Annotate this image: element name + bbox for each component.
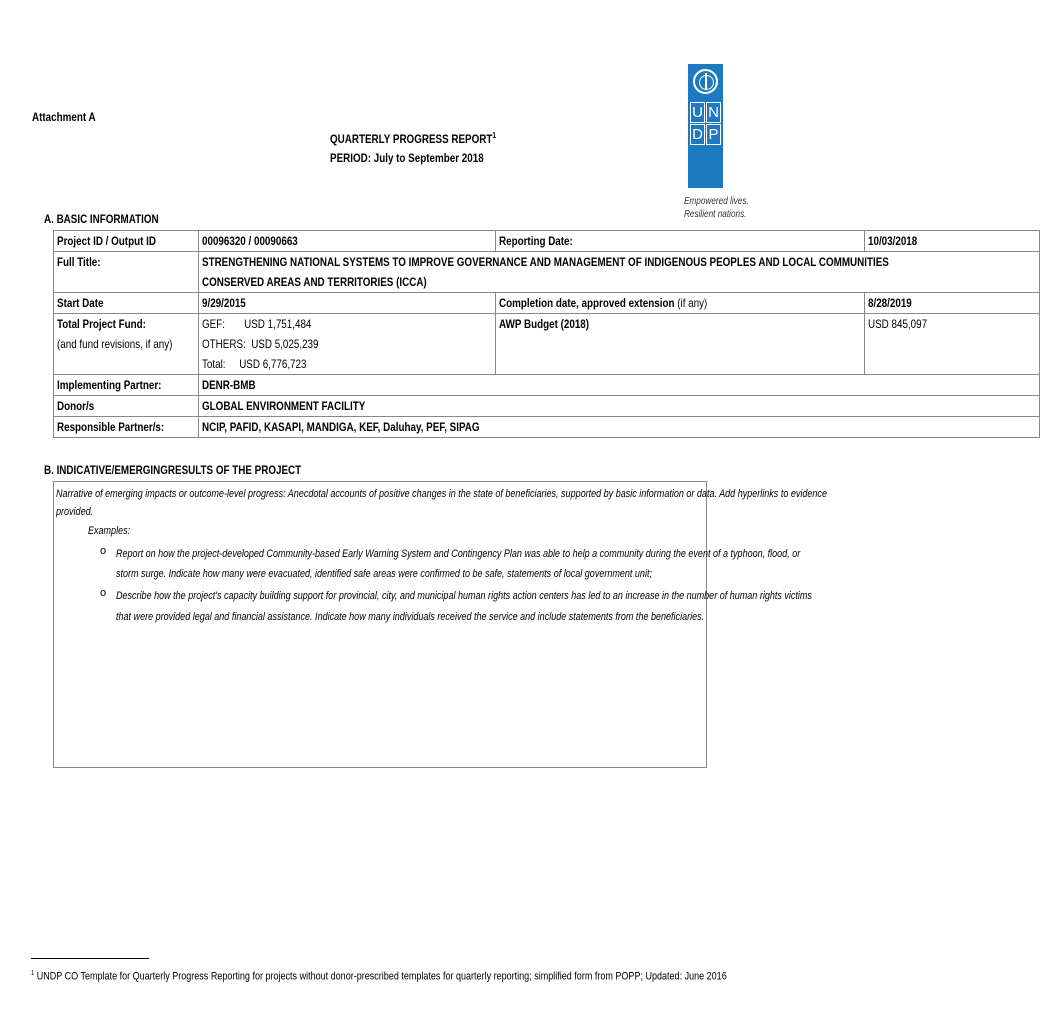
narrative-intro: Narrative of emerging impacts or outcome-level progress: Anecdotal accounts of positive changes in the state of beneficiaries, supported by basic information or data. Add hyperlinks to evidence provided. — [56, 488, 827, 518]
example-bullet-2: Describe how the project's capacity building support for provincial, city, and municipal human rights action centers has led to an increase in the number of human rights victims that were provided legal and financial assistance. Indicate how many individuals received the service and include statements from the beneficiaries. — [116, 590, 812, 623]
basic-information-table — [53, 230, 1040, 438]
table-row — [54, 396, 1040, 417]
section-a-heading: A. BASIC INFORMATION — [44, 212, 159, 226]
completion-date-label: Completion date, approved extension (if any) — [495, 293, 864, 314]
report-title: QUARTERLY PROGRESS REPORT$^1$ — [330, 131, 497, 146]
awp-budget-label: AWP Budget (2018) — [495, 314, 864, 375]
reporting-date-label: Reporting Date: — [495, 231, 864, 252]
total-fund-value: GEF: USD 1,751,484 OTHERS: USD 5,025,239 Total: USD 6,776,723 — [198, 314, 495, 375]
reporting-date-value: 10/03/2018 — [864, 231, 1040, 252]
implementing-partner-label: Implementing Partner: — [54, 375, 199, 396]
un-emblem-icon — [693, 69, 718, 94]
total-fund-label: Total Project Fund: (and fund revisions, if any) — [54, 314, 199, 375]
bullet-marker: o — [100, 587, 107, 599]
responsible-partner-label: Responsible Partner/s: — [54, 417, 199, 438]
full-title-label: Full Title: — [54, 252, 199, 293]
logo-letter-d: D — [690, 124, 705, 145]
example-bullet-1: Report on how the project-developed Community-based Early Warning System and Contingency Plan was able to help a community during the event of a typhoon, flood, or storm surge. Indicate how many were evacuated, identified safe areas were confirmed to be safe, statements of local government unit; — [116, 548, 801, 580]
full-title-value: STRENGTHENING NATIONAL SYSTEMS TO IMPROVE GOVERNANCE AND MANAGEMENT OF INDIGENOUS PEOPLES AND LOCAL COMMUNITIES CONSERVED AREAS AND TERRITORIES (ICCA) — [198, 252, 1040, 293]
table-row — [54, 375, 1040, 396]
start-date-value: 9/29/2015 — [198, 293, 495, 314]
logo-letter-u: U — [690, 102, 705, 123]
logo-letter-p: P — [706, 124, 721, 145]
table-row — [54, 231, 1040, 252]
project-id-value: 00096320 / 00090663 — [198, 231, 495, 252]
footnote-separator — [31, 958, 149, 959]
donor-label: Donor/s — [54, 396, 199, 417]
report-period: PERIOD: July to September 2018 — [330, 151, 484, 165]
logo-tagline: Empowered lives. Resilient nations. — [684, 196, 749, 220]
examples-label: Examples: — [88, 525, 131, 537]
footnote: $^1$ UNDP CO Template for Quarterly Progress Reporting for projects without donor-prescribed templates for quarterly reporting; simplified form from POPP; Updated: June 2016 — [31, 970, 727, 983]
table-row — [54, 252, 1040, 293]
section-b-heading: B. INDICATIVE/EMERGINGRESULTS OF THE PROJECT — [44, 463, 302, 477]
logo-letter-n: N — [706, 102, 721, 123]
table-row — [54, 314, 1040, 375]
project-id-label: Project ID / Output ID — [54, 231, 199, 252]
table-row — [54, 417, 1040, 438]
donor-value: GLOBAL ENVIRONMENT FACILITY — [198, 396, 1040, 417]
undp-logo — [688, 64, 723, 188]
awp-budget-value: USD 845,097 — [864, 314, 1040, 375]
table-row — [54, 293, 1040, 314]
start-date-label: Start Date — [54, 293, 199, 314]
completion-date-value: 8/28/2019 — [864, 293, 1040, 314]
implementing-partner-value: DENR-BMB — [198, 375, 1040, 396]
bullet-marker: o — [100, 545, 107, 557]
attachment-label: Attachment A — [32, 110, 96, 124]
responsible-partner-value: NCIP, PAFID, KASAPI, MANDIGA, KEF, Daluhay, PEF, SIPAG — [198, 417, 1040, 438]
